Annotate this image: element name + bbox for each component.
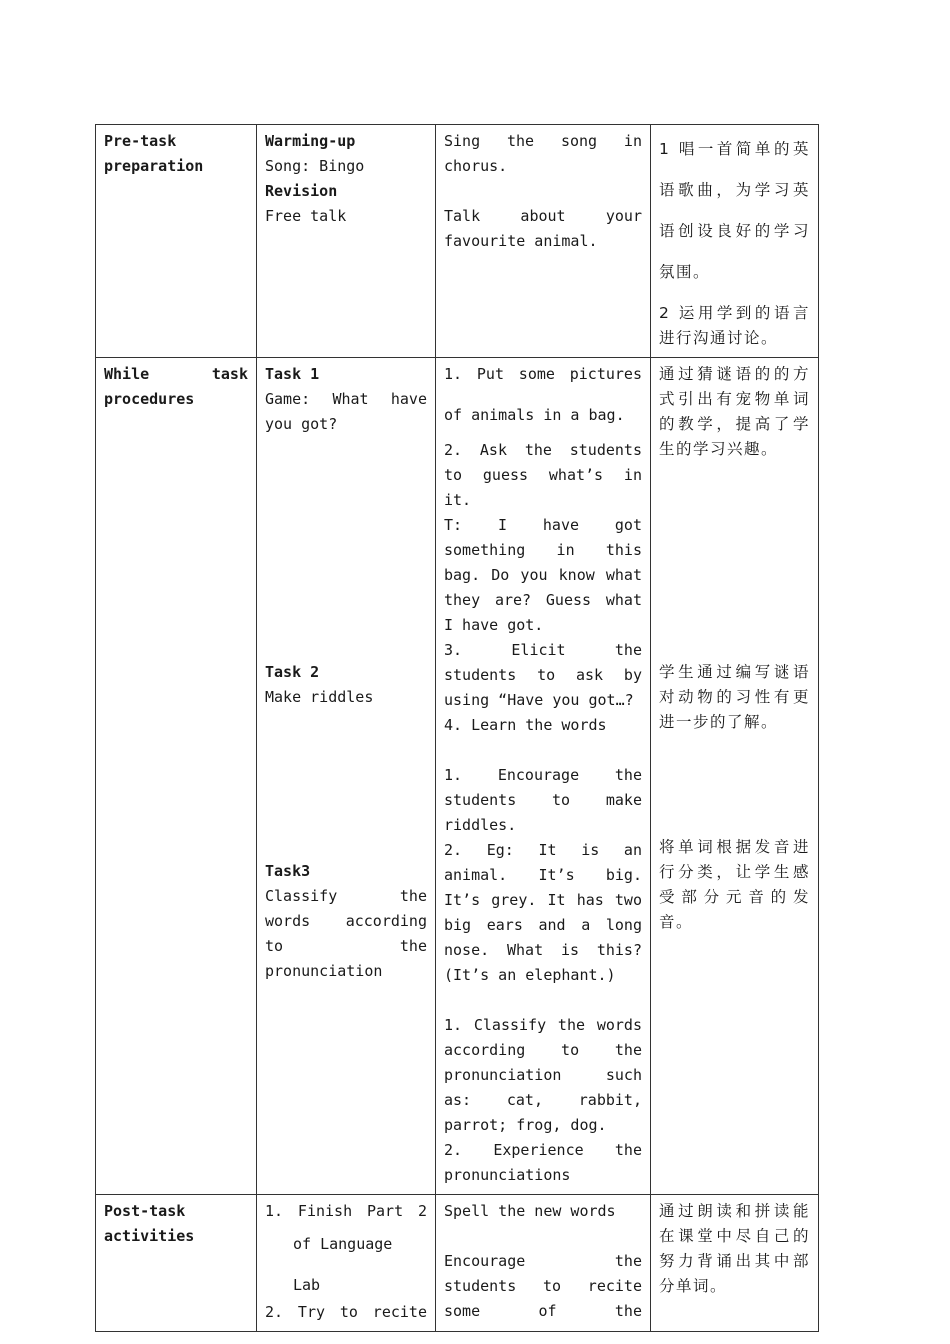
purpose-cell [651, 1195, 819, 1332]
stage-label: activities [104, 1227, 195, 1245]
task-cell [257, 358, 436, 1195]
step-text: 4. Learn the words [444, 716, 607, 734]
step-text: T: I have got something in this bag. Do you know what they are? Guess what I have got. [444, 516, 642, 634]
step-text: 2. Ask the students to guess what’s in it. [444, 441, 642, 509]
task-text: Free talk [265, 207, 347, 225]
task-heading: Task3 [265, 862, 311, 880]
task-heading: Task 1 [265, 365, 320, 383]
purpose-text: 将单词根据发音进行分类，让学生感受部分元音的发音。 [659, 838, 810, 931]
stage-cell [96, 358, 257, 1195]
stage-cell [96, 125, 257, 358]
task-text: Song: Bingo [265, 157, 365, 175]
purpose-cell [651, 125, 819, 358]
step-text: Sing the song in chorus. [444, 132, 642, 175]
step-text: 1. Encourage the students to make riddles. [444, 766, 642, 834]
stage-label: While task procedures [104, 365, 248, 408]
step-text: 3. Elicit the students to ask by using “Have you got…? [444, 641, 642, 709]
stage-label: Pre-task [104, 132, 177, 150]
purpose-cell [651, 358, 819, 1195]
task-text: 1. Finish Part 2 [265, 1202, 427, 1220]
task-heading: Revision [265, 182, 338, 200]
task-text: Make riddles [265, 688, 374, 706]
task-cell [257, 125, 436, 358]
table-row-pre-task [96, 125, 819, 358]
steps-cell [436, 125, 651, 358]
table-row-post-task [96, 1195, 819, 1332]
steps-cell [436, 1195, 651, 1332]
step-text: Talk about your favourite animal. [444, 207, 642, 250]
purpose-text: 通过猜谜语的的方式引出有宠物单词的教学，提高了学生的学习兴趣。 [659, 365, 810, 458]
task-text: of Language Lab [293, 1235, 393, 1294]
stage-label: preparation [104, 157, 204, 175]
purpose-text: 2 运用学到的语言进行沟通讨论。 [659, 304, 810, 347]
step-text: Spell the new words [444, 1202, 616, 1220]
step-text: 2. Eg: It is an animal. It’s big. It’s grey. It has two big ears and a long nose. What is this? (It’s an elephant.) [444, 841, 642, 984]
task-text: Classify the words according to the pronunciation [265, 887, 427, 980]
purpose-text: 学生通过编写谜语对动物的习性有更进一步的了解。 [659, 663, 810, 731]
table-row-while-task [96, 358, 819, 1195]
lesson-plan-table [95, 124, 819, 1332]
task-text: 2. Try to recite [265, 1303, 427, 1321]
step-text: Encourage the students to recite some of the [444, 1252, 642, 1320]
task-heading: Warming-up [265, 132, 356, 150]
step-text: 2. Experience the pronunciations [444, 1141, 642, 1184]
step-text: 1. Put some pictures of animals in a bag. [444, 365, 642, 424]
task-cell [257, 1195, 436, 1332]
steps-cell [436, 358, 651, 1195]
purpose-text: 1 唱一首简单的英语歌曲，为学习英语创设良好的学习氛围。 [659, 140, 810, 281]
task-text: Game: What have you got? [265, 390, 427, 433]
stage-cell [96, 1195, 257, 1332]
stage-label: Post-task [104, 1202, 186, 1220]
task-heading: Task 2 [265, 663, 320, 681]
purpose-text: 通过朗读和拼读能在课堂中尽自己的努力背诵出其中部分单词。 [659, 1202, 810, 1295]
step-text: 1. Classify the words according to the pronunciation such as: cat, rabbit, parrot; frog, dog. [444, 1016, 642, 1134]
